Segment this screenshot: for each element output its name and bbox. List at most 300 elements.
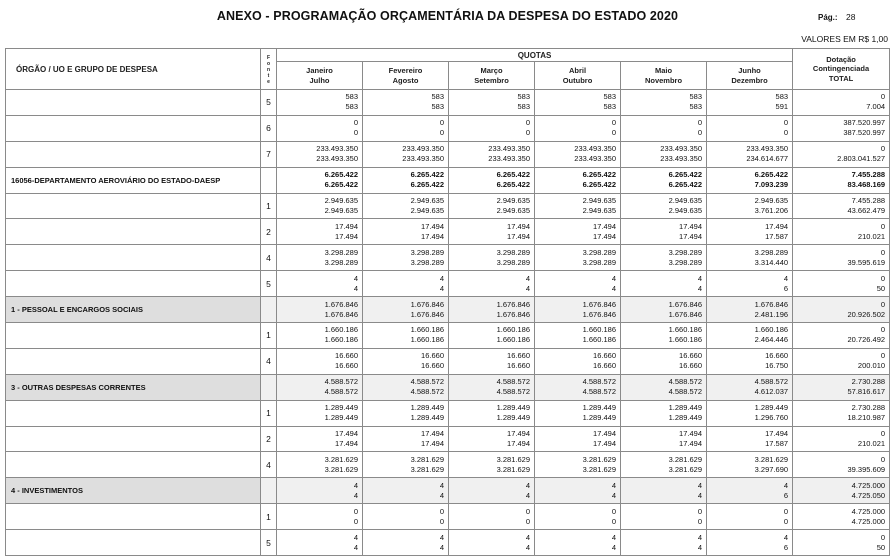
value-first-half: 6.265.422 bbox=[668, 170, 702, 180]
value-second-half: 17.587 bbox=[765, 439, 789, 449]
currency-note: VALORES EM R$ 1,00 bbox=[801, 34, 888, 44]
value-second-half: 3.298.289 bbox=[324, 257, 358, 267]
value-first-half: 583 bbox=[431, 92, 444, 102]
quota-cell bbox=[621, 478, 707, 504]
value-second-half: 0 bbox=[439, 516, 444, 526]
value-second-half: 1.660.186 bbox=[324, 335, 358, 345]
value-first-half: 4 bbox=[353, 480, 358, 490]
value-second-half: 1.676.846 bbox=[668, 309, 702, 319]
dotacao-cell bbox=[793, 400, 890, 426]
value-second-half: 3.761.206 bbox=[754, 206, 789, 215]
quota-cell bbox=[621, 426, 707, 452]
quota-cell bbox=[277, 271, 363, 297]
quota-cell bbox=[449, 219, 535, 245]
quota-cell bbox=[277, 245, 363, 271]
month-header-feb-aug: Fevereiro Agosto bbox=[363, 62, 449, 90]
value-second-half: 210.021 bbox=[857, 231, 886, 241]
quota-cell bbox=[621, 323, 707, 349]
value-first-half: 17.494 bbox=[679, 221, 702, 231]
fonte-row bbox=[6, 323, 890, 349]
value-first-half: 0 bbox=[525, 118, 530, 128]
value-second-half: 17.587 bbox=[765, 231, 789, 241]
value-first-half: 0 bbox=[353, 118, 358, 128]
value-second-half: 4 bbox=[697, 283, 702, 293]
value-first-half: 4.588.572 bbox=[496, 377, 530, 387]
quota-cell bbox=[277, 141, 363, 167]
fonte-row bbox=[6, 348, 890, 374]
value-first-half: 1.289.449 bbox=[754, 403, 789, 413]
value-first-half: 233.493.350 bbox=[316, 144, 358, 154]
value-second-half: 1.660.186 bbox=[668, 335, 702, 345]
value-second-half: 4 bbox=[525, 542, 530, 552]
value-first-half: 0 bbox=[611, 506, 616, 516]
quota-cell bbox=[449, 504, 535, 530]
quota-cell bbox=[363, 348, 449, 374]
fonte-cell: 7 bbox=[261, 141, 277, 167]
value-first-half: 6.265.422 bbox=[324, 170, 358, 180]
value-second-half: 3.298.289 bbox=[496, 257, 530, 267]
quota-cell bbox=[363, 90, 449, 116]
value-first-half: 4 bbox=[525, 480, 530, 490]
dotacao-cell bbox=[793, 167, 890, 193]
quota-cell bbox=[707, 193, 793, 219]
value-first-half: 4 bbox=[783, 532, 789, 542]
value-first-half: 17.494 bbox=[765, 221, 789, 231]
value-second-half: 16.660 bbox=[593, 361, 616, 371]
value-first-half: 0 bbox=[880, 247, 886, 257]
value-second-half: 583 bbox=[603, 102, 616, 112]
value-first-half: 4 bbox=[353, 532, 358, 542]
dotacao-cell bbox=[793, 374, 890, 400]
fonte-cell: 5 bbox=[261, 271, 277, 297]
value-first-half: 0 bbox=[439, 506, 444, 516]
quota-cell bbox=[621, 530, 707, 556]
value-first-half: 1.676.846 bbox=[582, 299, 616, 309]
value-second-half: 4 bbox=[611, 490, 616, 500]
value-first-half: 16.660 bbox=[335, 351, 358, 361]
quota-cell bbox=[449, 374, 535, 400]
quota-cell bbox=[535, 504, 621, 530]
value-first-half: 0 bbox=[880, 221, 886, 231]
quota-cell bbox=[535, 193, 621, 219]
value-second-half: 6 bbox=[783, 542, 789, 552]
value-second-half: 6.265.422 bbox=[410, 180, 444, 190]
value-second-half: 1.289.449 bbox=[496, 413, 530, 423]
value-first-half: 583 bbox=[603, 92, 616, 102]
quota-cell bbox=[621, 348, 707, 374]
value-first-half: 3.281.629 bbox=[754, 454, 789, 464]
value-second-half: 7.004 bbox=[866, 102, 886, 112]
value-first-half: 4.588.572 bbox=[410, 377, 444, 387]
quota-cell bbox=[707, 452, 793, 478]
quota-cell bbox=[621, 219, 707, 245]
quota-cell bbox=[707, 504, 793, 530]
value-first-half: 17.494 bbox=[421, 429, 444, 439]
value-second-half: 233.493.350 bbox=[488, 154, 530, 164]
value-first-half: 0 bbox=[611, 118, 616, 128]
value-first-half: 583 bbox=[775, 92, 789, 102]
value-second-half: 4 bbox=[439, 283, 444, 293]
value-second-half: 1.660.186 bbox=[496, 335, 530, 345]
org-cell bbox=[6, 219, 261, 245]
value-first-half: 3.281.629 bbox=[496, 454, 530, 464]
value-second-half: 591 bbox=[775, 102, 789, 112]
value-second-half: 233.493.350 bbox=[574, 154, 616, 164]
value-second-half: 17.494 bbox=[421, 439, 444, 449]
quota-cell bbox=[707, 478, 793, 504]
value-first-half: 4.725.000 bbox=[851, 506, 886, 516]
dotacao-cell bbox=[793, 348, 890, 374]
dept-row bbox=[6, 167, 890, 193]
org-cell: 3 - OUTRAS DESPESAS CORRENTES bbox=[6, 374, 261, 400]
quota-cell bbox=[277, 323, 363, 349]
quota-cell bbox=[277, 504, 363, 530]
value-second-half: 234.614.677 bbox=[746, 154, 789, 164]
value-first-half: 17.494 bbox=[507, 221, 530, 231]
value-first-half: 16.660 bbox=[421, 351, 444, 361]
value-second-half: 6.265.422 bbox=[496, 180, 530, 190]
value-second-half: 4.588.572 bbox=[582, 387, 616, 397]
value-second-half: 4.725.050 bbox=[851, 490, 886, 500]
dotacao-cell bbox=[793, 90, 890, 116]
value-first-half: 3.298.289 bbox=[754, 247, 789, 257]
value-first-half: 7.455.288 bbox=[851, 170, 886, 180]
value-second-half: 1.676.846 bbox=[324, 309, 358, 319]
org-cell bbox=[6, 504, 261, 530]
value-second-half: 16.660 bbox=[679, 361, 702, 371]
value-first-half: 2.730.288 bbox=[851, 403, 886, 413]
value-second-half: 0 bbox=[697, 128, 702, 138]
value-first-half: 0 bbox=[783, 506, 789, 516]
value-first-half: 4 bbox=[353, 273, 358, 283]
value-second-half: 3.314.440 bbox=[754, 257, 789, 267]
quota-cell bbox=[449, 115, 535, 141]
expense-group-row bbox=[6, 374, 890, 400]
value-first-half: 0 bbox=[439, 118, 444, 128]
value-second-half: 3.281.629 bbox=[582, 464, 616, 474]
value-second-half: 233.493.350 bbox=[402, 154, 444, 164]
value-first-half: 2.949.635 bbox=[324, 196, 358, 205]
fonte-row bbox=[6, 400, 890, 426]
quota-cell bbox=[449, 297, 535, 323]
value-first-half: 1.289.449 bbox=[324, 403, 358, 413]
value-first-half: 16.660 bbox=[593, 351, 616, 361]
value-second-half: 83.468.169 bbox=[847, 180, 886, 190]
value-second-half: 2.481.196 bbox=[754, 309, 789, 319]
value-second-half: 583 bbox=[345, 102, 358, 112]
value-first-half: 0 bbox=[525, 506, 530, 516]
value-second-half: 16.660 bbox=[507, 361, 530, 371]
org-cell bbox=[6, 193, 261, 219]
value-second-half: 20.726.492 bbox=[847, 335, 886, 345]
value-second-half: 17.494 bbox=[507, 439, 530, 449]
budget-table bbox=[5, 48, 890, 556]
quota-cell bbox=[621, 141, 707, 167]
quota-cell bbox=[277, 297, 363, 323]
quota-cell bbox=[535, 348, 621, 374]
quota-cell bbox=[277, 115, 363, 141]
expense-group-row bbox=[6, 478, 890, 504]
dotacao-cell bbox=[793, 271, 890, 297]
month-header-mar-sep: Março Setembro bbox=[449, 62, 535, 90]
value-first-half: 4 bbox=[783, 480, 789, 490]
fonte-row bbox=[6, 271, 890, 297]
value-first-half: 17.494 bbox=[765, 429, 789, 439]
value-first-half: 0 bbox=[880, 532, 886, 542]
quota-cell bbox=[363, 115, 449, 141]
value-first-half: 3.281.629 bbox=[324, 454, 358, 464]
quota-cell bbox=[535, 141, 621, 167]
value-first-half: 0 bbox=[697, 118, 702, 128]
value-first-half: 387.520.997 bbox=[843, 118, 886, 128]
fonte-row bbox=[6, 426, 890, 452]
quota-cell bbox=[621, 374, 707, 400]
fonte-row bbox=[6, 90, 890, 116]
value-first-half: 3.298.289 bbox=[582, 247, 616, 257]
value-first-half: 0 bbox=[783, 118, 789, 128]
quotas-header: QUOTAS bbox=[277, 49, 793, 62]
org-cell: 16056-DEPARTAMENTO AEROVIÁRIO DO ESTADO-DAESP bbox=[6, 167, 261, 193]
value-second-half: 2.464.446 bbox=[754, 335, 789, 345]
quota-cell bbox=[535, 452, 621, 478]
value-second-half: 6.265.422 bbox=[668, 180, 702, 190]
value-second-half: 17.494 bbox=[335, 231, 358, 241]
value-first-half: 16.660 bbox=[679, 351, 702, 361]
quota-cell bbox=[621, 504, 707, 530]
fonte-cell: 4 bbox=[261, 348, 277, 374]
org-cell bbox=[6, 426, 261, 452]
value-second-half: 1.676.846 bbox=[582, 309, 616, 319]
value-second-half: 2.949.635 bbox=[668, 206, 702, 215]
quota-cell bbox=[363, 219, 449, 245]
value-first-half: 1.289.449 bbox=[410, 403, 444, 413]
quota-cell bbox=[363, 530, 449, 556]
quota-cell bbox=[363, 504, 449, 530]
quota-cell bbox=[449, 452, 535, 478]
value-second-half: 1.660.186 bbox=[410, 335, 444, 345]
value-first-half: 1.660.186 bbox=[668, 325, 702, 335]
value-second-half: 50 bbox=[876, 542, 886, 552]
value-second-half: 0 bbox=[525, 128, 530, 138]
value-first-half: 17.494 bbox=[679, 429, 702, 439]
quota-cell bbox=[363, 245, 449, 271]
quota-cell bbox=[449, 530, 535, 556]
value-second-half: 583 bbox=[689, 102, 702, 112]
org-cell: 1 - PESSOAL E ENCARGOS SOCIAIS bbox=[6, 297, 261, 323]
value-first-half: 1.676.846 bbox=[754, 299, 789, 309]
value-first-half: 4.725.000 bbox=[851, 480, 886, 490]
value-second-half: 57.816.617 bbox=[847, 387, 886, 397]
value-first-half: 3.281.629 bbox=[410, 454, 444, 464]
value-second-half: 1.296.760 bbox=[754, 413, 789, 423]
fonte-cell: 1 bbox=[261, 400, 277, 426]
quota-cell bbox=[449, 323, 535, 349]
fonte-cell: 1 bbox=[261, 193, 277, 219]
value-first-half: 6.265.422 bbox=[754, 170, 789, 180]
quota-cell bbox=[449, 193, 535, 219]
value-first-half: 0 bbox=[880, 299, 886, 309]
quota-cell bbox=[277, 90, 363, 116]
value-second-half: 3.298.289 bbox=[668, 257, 702, 267]
fonte-cell: 4 bbox=[261, 452, 277, 478]
value-first-half: 2.949.635 bbox=[410, 196, 444, 205]
page-label: Pág.: bbox=[818, 13, 838, 22]
quota-cell bbox=[535, 478, 621, 504]
quota-cell bbox=[449, 141, 535, 167]
quota-cell bbox=[707, 90, 793, 116]
value-first-half: 1.676.846 bbox=[410, 299, 444, 309]
value-second-half: 20.926.502 bbox=[847, 309, 886, 319]
value-second-half: 4 bbox=[697, 490, 702, 500]
value-second-half: 4 bbox=[611, 283, 616, 293]
value-first-half: 17.494 bbox=[421, 221, 444, 231]
quota-cell bbox=[535, 90, 621, 116]
fonte-cell: 2 bbox=[261, 219, 277, 245]
value-first-half: 1.676.846 bbox=[668, 299, 702, 309]
value-first-half: 2.949.635 bbox=[496, 196, 530, 205]
value-first-half: 6.265.422 bbox=[410, 170, 444, 180]
value-first-half: 1.660.186 bbox=[754, 325, 789, 335]
value-second-half: 6 bbox=[783, 490, 789, 500]
value-second-half: 3.281.629 bbox=[496, 464, 530, 474]
value-first-half: 0 bbox=[353, 506, 358, 516]
value-first-half: 17.494 bbox=[593, 429, 616, 439]
quota-cell bbox=[535, 115, 621, 141]
dotacao-cell bbox=[793, 297, 890, 323]
value-first-half: 4 bbox=[525, 532, 530, 542]
fonte-row bbox=[6, 141, 890, 167]
dotacao-cell bbox=[793, 323, 890, 349]
dotacao-cell bbox=[793, 478, 890, 504]
quota-cell bbox=[277, 400, 363, 426]
org-cell bbox=[6, 245, 261, 271]
value-first-half: 0 bbox=[697, 506, 702, 516]
value-second-half: 4.588.572 bbox=[410, 387, 444, 397]
quota-cell bbox=[363, 478, 449, 504]
value-second-half: 4 bbox=[525, 490, 530, 500]
table-body bbox=[6, 90, 890, 556]
quota-cell bbox=[535, 297, 621, 323]
value-first-half: 17.494 bbox=[507, 429, 530, 439]
quota-cell bbox=[363, 297, 449, 323]
quota-cell bbox=[621, 452, 707, 478]
quota-cell bbox=[363, 452, 449, 478]
org-cell bbox=[6, 530, 261, 556]
value-first-half: 3.298.289 bbox=[410, 247, 444, 257]
value-second-half: 0 bbox=[783, 128, 789, 138]
quota-cell bbox=[449, 426, 535, 452]
quota-cell bbox=[621, 193, 707, 219]
value-second-half: 17.494 bbox=[507, 231, 530, 241]
value-second-half: 2.949.635 bbox=[496, 206, 530, 215]
quota-cell bbox=[707, 297, 793, 323]
quota-cell bbox=[449, 90, 535, 116]
value-second-half: 39.395.609 bbox=[847, 464, 886, 474]
quota-cell bbox=[535, 271, 621, 297]
table-header bbox=[6, 49, 890, 90]
value-first-half: 1.676.846 bbox=[324, 299, 358, 309]
quota-cell bbox=[621, 167, 707, 193]
quota-cell bbox=[363, 426, 449, 452]
org-cell bbox=[6, 400, 261, 426]
value-second-half: 200.010 bbox=[857, 361, 886, 371]
value-second-half: 2.803.041.527 bbox=[837, 154, 886, 164]
quota-cell bbox=[707, 400, 793, 426]
value-first-half: 583 bbox=[517, 92, 530, 102]
value-first-half: 0 bbox=[880, 429, 886, 439]
value-second-half: 1.289.449 bbox=[668, 413, 702, 423]
value-first-half: 16.660 bbox=[765, 351, 789, 361]
value-second-half: 16.750 bbox=[765, 361, 789, 371]
value-second-half: 1.660.186 bbox=[582, 335, 616, 345]
value-second-half: 210.021 bbox=[857, 439, 886, 449]
quota-cell bbox=[363, 400, 449, 426]
quota-cell bbox=[277, 530, 363, 556]
quota-cell bbox=[535, 400, 621, 426]
quota-cell bbox=[277, 478, 363, 504]
fonte-cell: 5 bbox=[261, 90, 277, 116]
value-second-half: 0 bbox=[525, 516, 530, 526]
value-first-half: 16.660 bbox=[507, 351, 530, 361]
value-second-half: 3.281.629 bbox=[410, 464, 444, 474]
value-second-half: 0 bbox=[611, 516, 616, 526]
value-first-half: 4.588.572 bbox=[668, 377, 702, 387]
value-second-half: 0 bbox=[697, 516, 702, 526]
quota-cell bbox=[535, 219, 621, 245]
value-second-half: 43.662.479 bbox=[847, 206, 886, 215]
fonte-row bbox=[6, 452, 890, 478]
quota-cell bbox=[363, 323, 449, 349]
fonte-cell bbox=[261, 478, 277, 504]
value-first-half: 1.289.449 bbox=[496, 403, 530, 413]
value-second-half: 2.949.635 bbox=[410, 206, 444, 215]
report-title: ANEXO - PROGRAMAÇÃO ORÇAMENTÁRIA DA DESPESA DO ESTADO 2020 bbox=[216, 9, 679, 23]
value-first-half: 17.494 bbox=[335, 429, 358, 439]
value-second-half: 17.494 bbox=[593, 231, 616, 241]
month-header-apr-oct: Abril Outubro bbox=[535, 62, 621, 90]
quota-cell bbox=[707, 219, 793, 245]
value-second-half: 1.676.846 bbox=[496, 309, 530, 319]
org-cell bbox=[6, 115, 261, 141]
quota-cell bbox=[449, 348, 535, 374]
value-second-half: 17.494 bbox=[335, 439, 358, 449]
value-first-half: 2.949.635 bbox=[754, 196, 789, 205]
value-first-half: 4.588.572 bbox=[324, 377, 358, 387]
value-second-half: 233.493.350 bbox=[660, 154, 702, 164]
fonte-cell: 6 bbox=[261, 115, 277, 141]
value-second-half: 4.588.572 bbox=[496, 387, 530, 397]
quota-cell bbox=[621, 271, 707, 297]
value-second-half: 233.493.350 bbox=[316, 154, 358, 164]
quota-cell bbox=[535, 530, 621, 556]
fonte-cell: 4 bbox=[261, 245, 277, 271]
quota-cell bbox=[277, 348, 363, 374]
expense-group-row bbox=[6, 297, 890, 323]
fonte-cell: 5 bbox=[261, 530, 277, 556]
value-second-half: 387.520.997 bbox=[843, 128, 886, 138]
quota-cell bbox=[707, 348, 793, 374]
value-first-half: 233.493.350 bbox=[574, 144, 616, 154]
quota-cell bbox=[621, 400, 707, 426]
quota-cell bbox=[449, 167, 535, 193]
quota-cell bbox=[535, 245, 621, 271]
value-first-half: 2.949.635 bbox=[668, 196, 702, 205]
value-first-half: 4 bbox=[697, 480, 702, 490]
quota-cell bbox=[535, 426, 621, 452]
value-first-half: 583 bbox=[689, 92, 702, 102]
value-second-half: 4.612.037 bbox=[754, 387, 789, 397]
value-first-half: 583 bbox=[345, 92, 358, 102]
